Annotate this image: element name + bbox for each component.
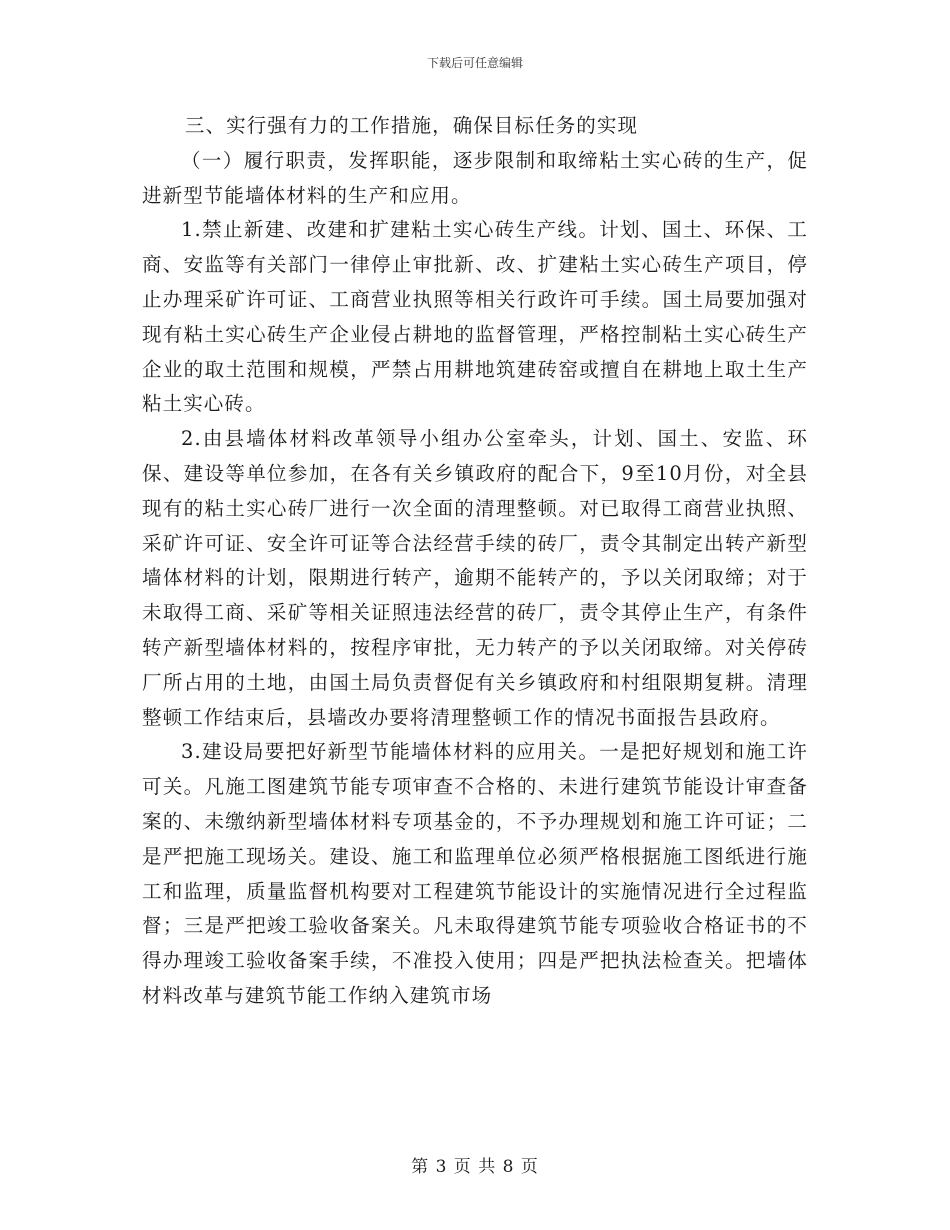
document-body xyxy=(142,109,808,1014)
subsection-heading: （一）履行职责，发挥职能，逐步限制和取缔粘土实心砖的生产，促进新型节能墙体材料的生产和应用。 xyxy=(142,148,808,207)
section-heading: 三、实行强有力的工作措施，确保目标任务的实现 xyxy=(184,114,639,137)
paragraph-item-2: 2.由县墙体材料改革领导小组办公室牵头，计划、国土、安监、环保、建设等单位参加，在各有关乡镇政府的配合下，9至10月份，对全县现有的粘土实心砖厂进行一次全面的清理整顿。对已取得工商营业执照、采矿许可证、安全许可证等合法经营手续的砖厂，责令其制定出转产新型墙体材料的计划，限期进行转产，逾期不能转产的，予以关闭取缔；对于未取得工商、采矿等相关证照违法经营的砖厂，责令其停止生产，有条件转产新型墙体材料的，按程序审批，无力转产的予以关闭取缔。对关停砖厂所占用的土地，由国土局负责督促有关乡镇政府和村组限期复耕。清理整顿工作结束后，县墙改办要将清理整顿工作的情况书面报告县政府。 xyxy=(142,427,808,729)
page-number: 第 3 页 共 8 页 xyxy=(411,1157,539,1177)
page-header-note: 下载后可任意编辑 xyxy=(426,56,523,70)
paragraph-item-1: 1.禁止新建、改建和扩建粘土实心砖生产线。计划、国土、环保、工商、安监等有关部门一律停止审批新、改、扩建粘土实心砖生产项目，停止办理采矿许可证、工商营业执照等相关行政许可手续。国土局要加强对现有粘土实心砖生产企业侵占耕地的监督管理，严格控制粘土实心砖生产企业的取土范围和规模，严禁占用耕地筑建砖窑或擅自在耕地上取土生产粘土实心砖。 xyxy=(142,218,808,416)
paragraph-item-3: 3.建设局要把好新型节能墙体材料的应用关。一是把好规划和施工许可关。凡施工图建筑节能专项审查不合格的、未进行建筑节能设计审查备案的、未缴纳新型墙体材料专项基金的，不予办理规划和施工许可证；二是严把施工现场关。建设、施工和监理单位必须严格根据施工图纸进行施工和监理，质量监督机构要对工程建筑节能设计的实施情况进行全过程监督；三是严把竣工验收备案关。凡未取得建筑节能专项验收合格证书的不得办理竣工验收备案手续，不准投入使用；四是严把执法检查关。把墙体材料改革与建筑节能工作纳入建筑市场 xyxy=(142,740,808,1007)
